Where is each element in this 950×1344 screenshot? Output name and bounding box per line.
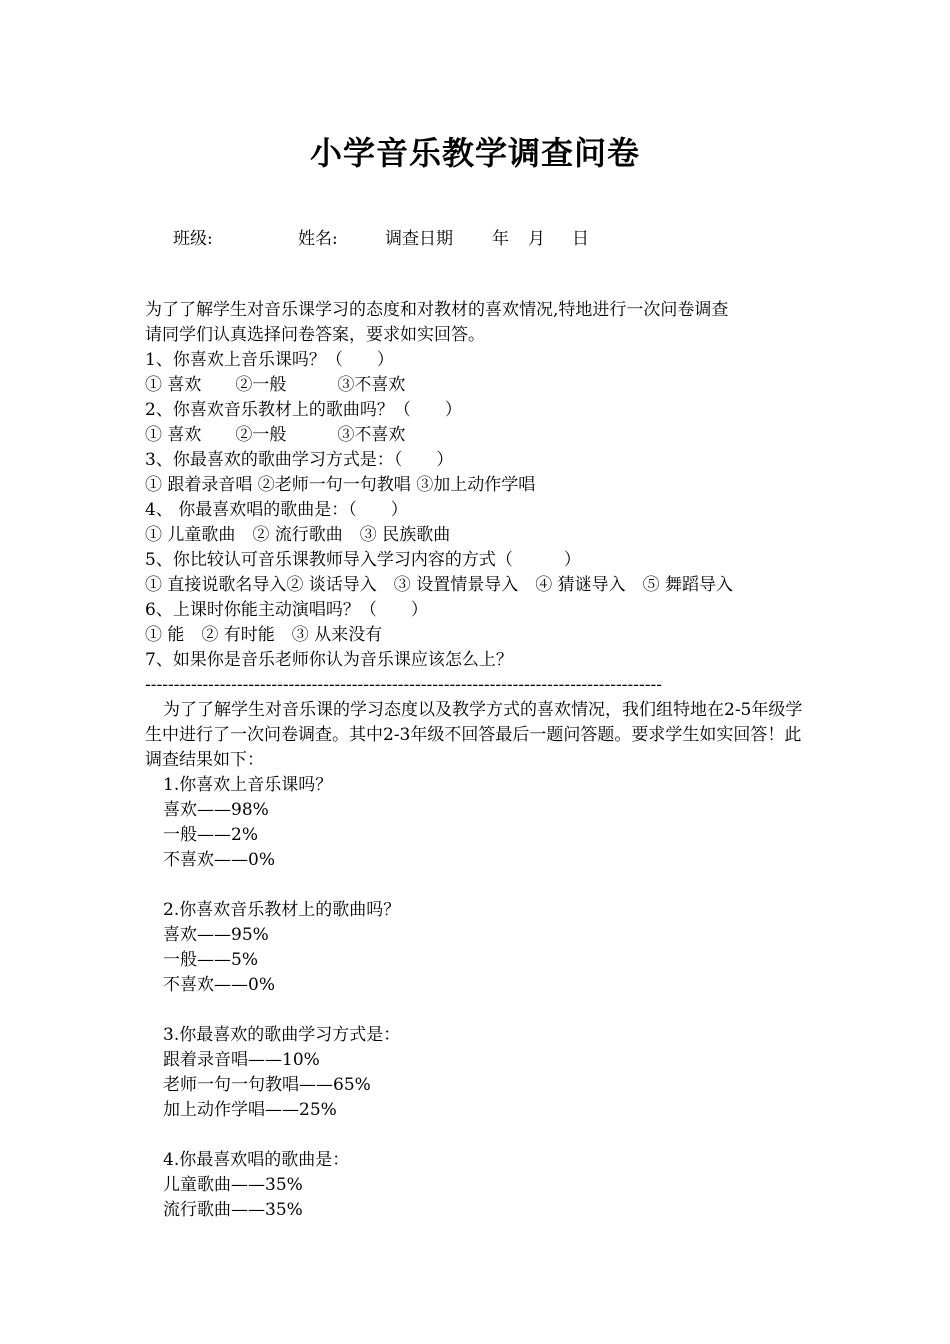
intro-line: 请同学们认真选择问卷答案，要求如实回答。 [145,325,485,345]
separator-line: ------------------------------------------------------------------------------------------ [145,675,662,695]
day-label: 日 [572,229,589,249]
result-question: 1.你喜欢上音乐课吗？ [163,775,333,795]
question: 7、如果你是音乐老师你认为音乐课应该怎么上？ [145,650,513,670]
question: 2、你喜欢音乐教材上的歌曲吗？（ ） [145,400,462,420]
question: 1、你喜欢上音乐课吗？（ ） [145,350,394,370]
question-options: ① 儿童歌曲 ② 流行歌曲 ③ 民族歌曲 [145,525,451,545]
intro-line: 为了了解学生对音乐课学习的态度和对教材的喜欢情况,特地进行一次问卷调查 [145,300,729,320]
result-item: 不喜欢——0% [163,850,275,870]
month-label: 月 [528,229,545,249]
result-item: 喜欢——98% [163,800,269,820]
result-item: 一般——2% [163,825,258,845]
question-options: ① 喜欢 ②一般 ③不喜欢 [145,425,406,445]
question-options: ① 能 ② 有时能 ③ 从来没有 [145,625,383,645]
result-item: 儿童歌曲——35% [163,1175,303,1195]
blank-line [145,1123,815,1148]
result-item: 跟着录音唱——10% [163,1050,320,1070]
blank-line [145,998,815,1023]
result-item: 加上动作学唱——25% [163,1100,337,1120]
doc-title: 小学音乐教学调查问卷 [309,134,640,172]
result-item: 不喜欢——0% [163,975,275,995]
year-label: 年 [492,229,509,249]
result-question: 4.你最喜欢唱的歌曲是： [163,1150,350,1170]
result-question: 2.你喜欢音乐教材上的歌曲吗？ [163,900,401,920]
result-item: 流行歌曲——35% [163,1200,303,1220]
result-item: 一般——5% [163,950,258,970]
question: 5、你比较认可音乐课教师导入学习内容的方式（ ） [145,550,581,570]
name-label: 姓名: [298,229,338,249]
question: 3、你最喜欢的歌曲学习方式是：（ ） [145,450,454,470]
document-body [145,298,815,1223]
result-item: 老师一句一句教唱——65% [163,1075,371,1095]
question: 6、上课时你能主动演唱吗？（ ） [145,600,428,620]
result-item: 喜欢——95% [163,925,269,945]
question: 4、 你最喜欢唱的歌曲是：（ ） [145,500,408,520]
question-options: ① 喜欢 ②一般 ③不喜欢 [145,375,406,395]
info-row [0,224,950,250]
question-options: ① 跟着录音唱 ②老师一句一句教唱 ③加上动作学唱 [145,475,536,495]
blank-line [145,873,815,898]
question-options: ① 直接说歌名导入② 谈话导入 ③ 设置情景导入 ④ 猜谜导入 ⑤ 舞蹈导入 [145,575,734,595]
results-intro: 为了了解学生对音乐课的学习态度以及教学方式的喜欢情况，我们组特地在2-5年级学生中进行了一次问卷调查。其中2-3年级不回答最后一题问答题。要求学生如实回答！此调查结果如下： [145,700,803,770]
result-question: 3.你最喜欢的歌曲学习方式是： [163,1025,401,1045]
class-label: 班级: [173,229,213,249]
date-label: 调查日期 [385,229,453,249]
